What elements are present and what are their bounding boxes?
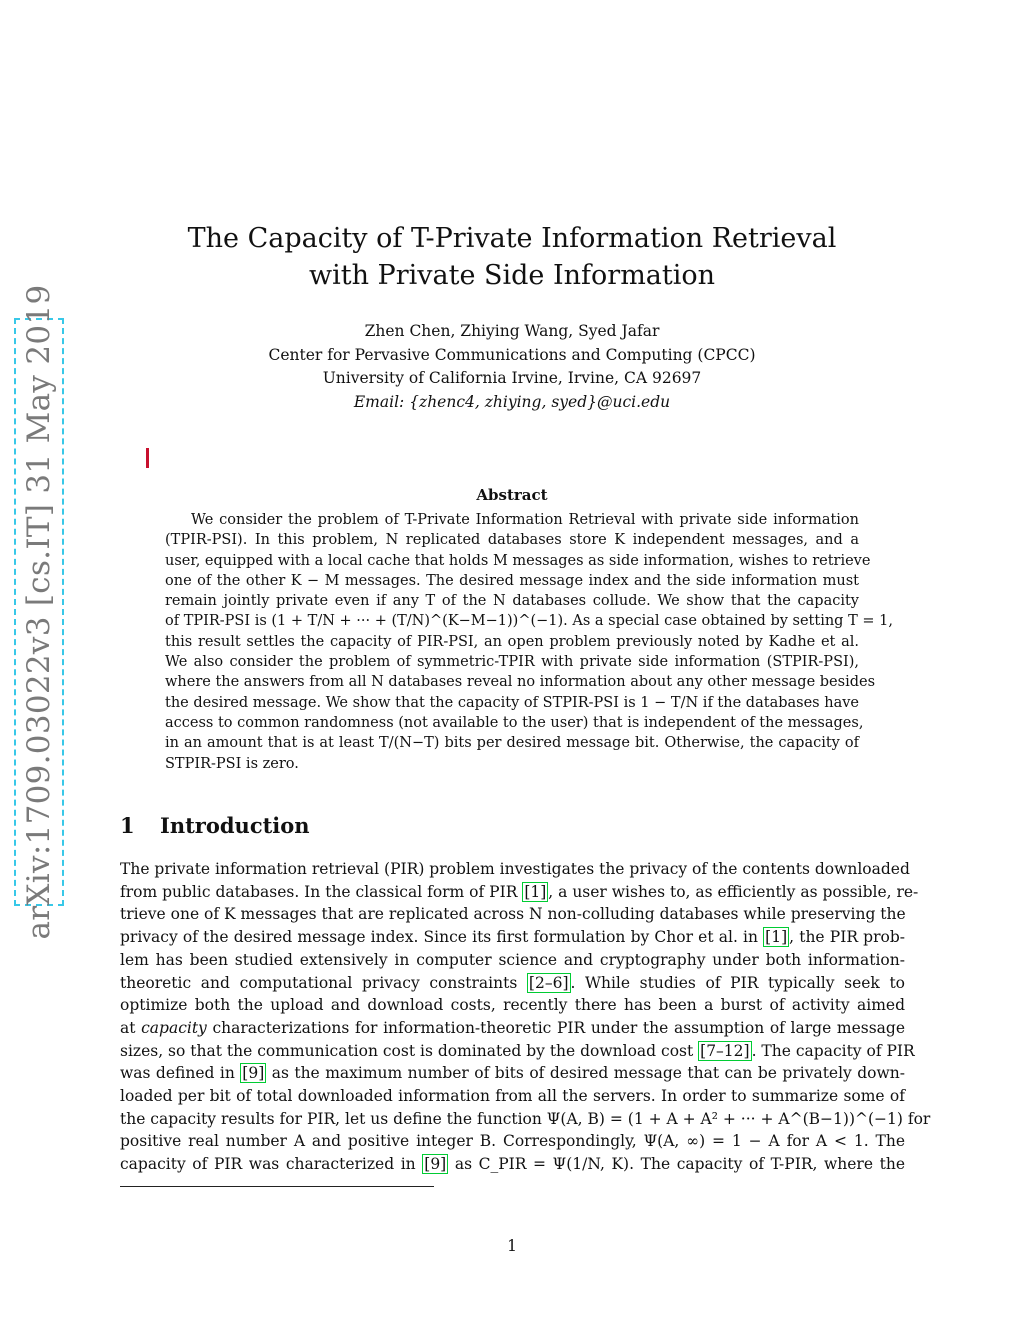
body-line: optimize both the upload and download costs, recently there has been a burst of activity aimed	[120, 996, 905, 1015]
author-email[interactable]: Email: {zhenc4, zhiying, syed}@uci.edu	[353, 392, 671, 411]
abstract-line: We also consider the problem of symmetric-TPIR with private side information (STPIR-PSI),	[165, 654, 859, 671]
author-names: Zhen Chen, Zhiying Wang, Syed Jafar	[364, 322, 660, 340]
body-line	[120, 1062, 905, 1085]
text: from public databases. In the classical form of PIR	[120, 882, 523, 901]
paper-title	[0, 220, 1024, 294]
body-line: positive real number A and positive integer B. Correspondingly, Ψ(A, ∞) = 1 − A for A < 1. The	[120, 1132, 905, 1151]
text: was defined in	[120, 1064, 241, 1083]
introduction-body	[120, 858, 931, 1176]
text: . While studies of PIR typically seek to	[570, 973, 906, 992]
text: . The capacity of PIR	[751, 1041, 915, 1060]
citation-link[interactable]: [1]	[524, 882, 547, 901]
affiliation: Center for Pervasive Communications and Computing (CPCC)	[268, 345, 756, 364]
body-line	[120, 1017, 905, 1040]
author-block	[0, 320, 1024, 414]
citation-link[interactable]: [1]	[765, 928, 788, 947]
body-line: The private information retrieval (PIR) problem investigates the privacy of the contents downloaded	[120, 860, 910, 878]
abstract-line: remain jointly private even if any T of the N databases collude. We show that the capacity	[165, 593, 859, 610]
abstract-line: of TPIR-PSI is (1 + T/N + ··· + (T/N)^(K−M−1))^(−1). As a special case obtained by setting T = 1,	[165, 613, 893, 630]
text: sizes, so that the communication cost is dominated by the download cost	[120, 1041, 699, 1060]
body-line	[120, 926, 905, 949]
text: theoretic and computational privacy constraints	[120, 973, 527, 992]
arxiv-identifier: arXiv:1709.03022v3 [cs.IT] 31 May 2019	[21, 284, 57, 940]
body-line: loaded per bit of total downloaded information from all the servers. In order to summarize some of	[120, 1087, 905, 1106]
body-line	[120, 1040, 915, 1063]
section-number: 1	[120, 813, 135, 838]
text: at	[120, 1018, 142, 1037]
abstract-line: one of the other K − M messages. The desired message index and the side information must	[165, 572, 859, 589]
text: as C_PIR = Ψ(1/N, K). The capacity of T-PIR, where the	[448, 1155, 905, 1174]
title-line-1: The Capacity of T-Private Information Retrieval	[187, 223, 837, 254]
abstract-line: access to common randomness (not available to the user) that is independent of the messages,	[165, 714, 864, 731]
section-title: Introduction	[160, 813, 310, 838]
text: , a user wishes to, as efficiently as possible, re-	[548, 882, 919, 901]
section-heading	[120, 813, 310, 838]
abstract-line: the desired message. We show that the capacity of STPIR-PSI is 1 − T/N if the databases have	[165, 694, 859, 711]
emphasis: capacity	[141, 1018, 207, 1037]
abstract-heading: Abstract	[476, 486, 548, 504]
affiliation-address: University of California Irvine, Irvine, CA 92697	[322, 369, 702, 387]
citation-link[interactable]: [7–12]	[700, 1041, 750, 1060]
abstract-line: where the answers from all N databases reveal no information about any other message besides	[165, 674, 876, 691]
abstract-line: (TPIR-PSI). In this problem, N replicated databases store K independent messages, and a	[165, 532, 859, 549]
abstract-line: We consider the problem of T-Private Information Retrieval with private side information	[191, 512, 859, 528]
body-line	[120, 1153, 905, 1176]
body-line	[120, 972, 905, 995]
text: , the PIR prob-	[789, 928, 905, 947]
footnote-divider	[120, 1186, 434, 1187]
abstract-line: user, equipped with a local cache that holds M messages as side information, wishes to retrieve	[165, 552, 871, 569]
abstract-line: this result settles the capacity of PIR-PSI, an open problem previously noted by Kadhe et al.	[165, 633, 859, 650]
text: capacity of PIR was characterized in	[120, 1155, 423, 1174]
citation-link[interactable]: [2–6]	[528, 973, 569, 992]
citation-link[interactable]: [9]	[424, 1155, 447, 1174]
abstract-line: in an amount that is at least T/(N−T) bits per desired message bit. Otherwise, the capacity of	[165, 735, 859, 752]
body-line: the capacity results for PIR, let us define the function Ψ(A, B) = (1 + A + A² + ··· + A^(B−1))^(−1) for	[120, 1109, 931, 1128]
citation-link[interactable]: [9]	[242, 1064, 265, 1083]
body-line	[120, 881, 919, 904]
body-line: trieve one of K messages that are replicated across N non-colluding databases while preserving the	[120, 905, 906, 924]
abstract-body	[165, 510, 893, 774]
body-line: lem has been studied extensively in computer science and cryptography under both information-	[120, 950, 905, 969]
margin-mark	[146, 448, 149, 468]
title-line-2: with Private Side Information	[308, 260, 716, 291]
text: privacy of the desired message index. Since its first formulation by Chor et al. in	[120, 928, 764, 947]
page-number: 1	[507, 1237, 517, 1255]
text: characterizations for information-theoretic PIR under the assumption of large message	[206, 1018, 905, 1037]
text: as the maximum number of bits of desired message that can be privately down-	[266, 1064, 906, 1083]
abstract-line: STPIR-PSI is zero.	[165, 755, 299, 772]
